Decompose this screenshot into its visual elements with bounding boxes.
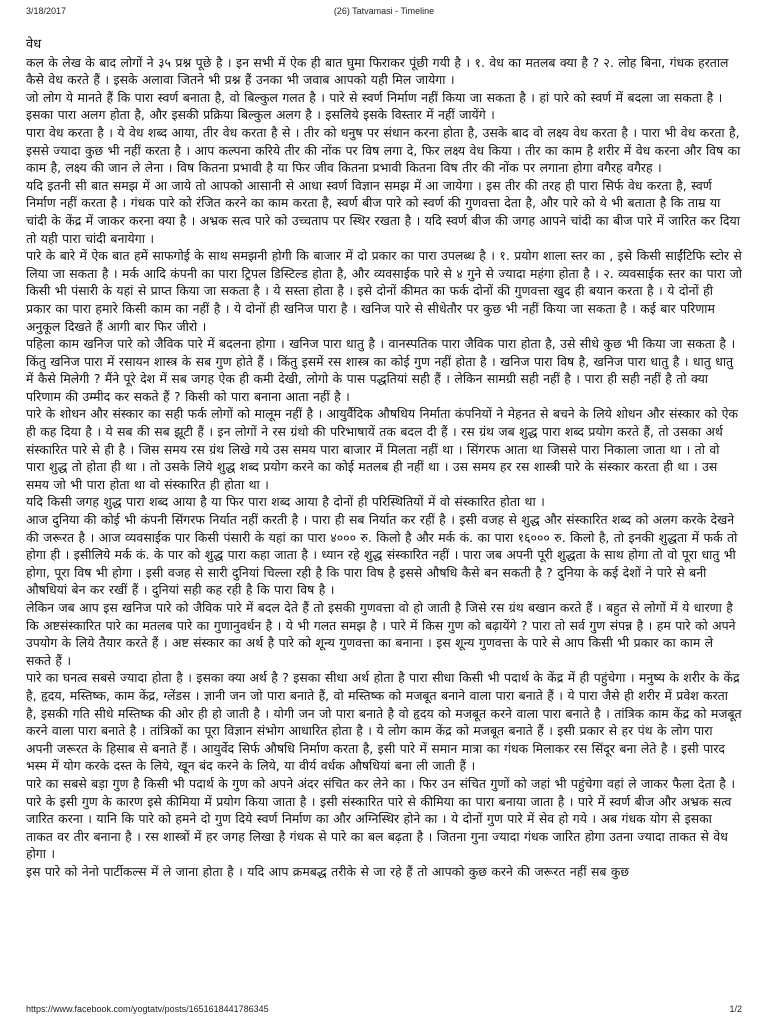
paragraph-6: पहिला काम खनिज पारे को जैविक पारे में बदलना होगा । खनिज पारा धातु है । वानस्पतिक पारा जैविक पारा होता है, उसे सीधे कुछ भी किया जा सकता है । किंतु खनिज पारा में रसायन शास्त्र के सब गुण होते हैं । किंतु इसमें रस शास्त्र का कोई गुण नहीं होता है । खनिज पारा विष है, खनिज पारा धातु है । धातु धातु में कैसे मिलेगी ? मैंने पूरे देश में सब जगह ऐक ही कमी देखी, लोगो के पास पद्धतियां सही हैं । लेकिन सामग्री सही नहीं है । पारा ही सही नहीं है तो क्या परिणाम की उम्मीद कर सकते हैं ? किसी को पारा बनाना आता नहीं है । (26, 336, 736, 404)
source-url[interactable]: https://www.facebook.com/yogtatv/posts/1651618441786345 (26, 1004, 269, 1014)
paragraph-10: लेकिन जब आप इस खनिज पारे को जैविक पारे में बदल देते हैं तो इसकी गुणवत्ता वो हो जाती है जिसे रस ग्रंथ बखान करते हैं । बहुत से लोगों में ये धारणा है कि अष्टसंस्कारित पारे का मतलब पारे का गुणानुवर्धन है । ये भी गलत समझ है । पारे में किस गुण को बढ़ायेंगे ? पारा तो सर्व गुण संपन्न है । हम पारे को अपने उपयोग के लिये तैयार करते हैं । अष्ट संस्कार का अर्थ है पारे को शून्य गुणवत्ता का बनाना । इस शून्य गुणवत्ता के पारे से आप किसी भी प्रकार का काम ले सकते हैं । (26, 600, 736, 668)
paragraph-8: यदि किसी जगह शुद्ध पारा शब्द आया है या फिर पारा शब्द आया है दोनों ही परिस्थितियों में वो संस्कारित होता था । (26, 494, 545, 510)
paragraph-4: यदि इतनी सी बात समझ में आ जाये तो आपको आसानी से आधा स्वर्ण विज्ञान समझ में आ जायेगा । इस तीर की तरह ही पारा सिर्फ वेध करता है, स्वर्ण निर्माण नहीं करता है । गंधक पारे को रंजित करने का काम करता है, स्वर्ण बीज पारे को स्वर्ण की गुणवत्ता देता है, और पारे को ये भी बताता है कि ताम्र या चांदी के केंद्र में जाकर करना क्या है । अभ्रक सत्व पारे को उच्चताप पर स्थिर रखता है । यदि स्वर्ण बीज की जगह आपने चांदी का बीज पारे में जारित कर दिया तो यही पारा चांदी बनायेगा । (26, 177, 740, 246)
print-date: 3/18/2017 (26, 6, 67, 16)
print-footer (26, 1004, 742, 1018)
paragraph-1: कल के लेख के बाद लोगों ने ३५ प्रश्न पूछे है । इन सभी में ऐक ही बात घुमा फिराकर पूंछी गयी है । १. वेध का मतलब क्या है ? २. लोह बिना, गंधक हरताल कैसे वेध करते हैं । इसके अलावा जितने भी प्रश्न हैं उनका भी जवाब आपको यही मिल जायेगा । (26, 54, 729, 88)
paragraph-12: पारे का सबसे बड़ा गुण है किसी भी पदार्थ के गुण को अपने अंदर संचित कर लेने का । फिर उन संचित गुणों को जहां भी पहुंचेगा वहां ले जाकर फैला देता है । पारे के इसी गुण के कारण इसे कीमिया में प्रयोग किया जाता है । इसी संस्कारित पारे से कीमिया का पारा बनाया जाता है । पारे में स्वर्ण बीज और अभ्रक सत्व जारित करना । यानि कि पारे को हमने दो गुण दिये स्वर्ण निर्माण का और अग्निस्थिर होने का । ये दोनों गुण पारे में सेव हो गये । अब गंधक योग से इसका ताकत वर तीर बनाना है । रस शास्त्रों में हर जगह लिखा है गंधक से पारे का बल बढ़ता है । जितना गुना ज्यादा गंधक जारित होगा उतना ज्यादा ताकत से वेध होगा । (26, 775, 736, 862)
paragraph-2: जो लोग ये मानते हैं कि पारा स्वर्ण बनाता है, वो बिल्कुल गलत है । पारे से स्वर्ण निर्माण नहीं किया जा सकता है । हां पारे को स्वर्ण में बदला जा सकता है । इसका पारा अलग होता है, और इसकी प्रक्रिया बिल्कुल अलग है । इसलिये इसके विस्तार में नहीं जायेंगे । (26, 89, 723, 123)
paragraph-9: आज दुनिया की कोई भी कंपनी सिंगरफ निर्यात नहीं करती है । पारा ही सब निर्यात कर रहीं है । इसी वजह से शुद्ध और संस्कारित शब्द को अलग करके देखने की जरूरत है । आज व्यवसाईक पार किसी पंसारी के यहां का पारा ४००० रु. किलो है और मर्क कं. का पारा १६००० रु. किलो है, तो इनकी शुद्धता में फर्क तो होगा ही । इसीलिये मर्क कं. के पार को शुद्ध पारा कहा जाता है । ध्यान रहे शुद्ध संस्कारित नहीं । पारा जब अपनी पूरी शुद्धता के साथ होगा तो वो पूरा धातु भी होगा, पूरा विष भी होगा । इसी वजह से सारी दुनियां चिल्ला रही है कि पारा विष है इससे औषधि कैसे बन सकती है ? दुनिया के कई देशों ने पारे से बनी औषधियां बेन कर रखीं हैं । दुनियां सही कह रही है कि पारा विष है । (26, 512, 738, 598)
article-body (26, 36, 742, 1006)
paragraph-13: इस पारे को नेनो पार्टीकल्स में ले जाना होता है । यदि आप क्रमबद्ध तरीके से जा रहे हैं तो आपको कुछ करने की जरूरत नहीं सब कुछ (26, 863, 630, 879)
paragraph-5: पारे के बारे में ऐक बात हमें साफगोई के साथ समझनी होगी कि बाजार में दो प्रकार का पारा उपलब्ध है । १. प्रयोग शाला स्तर का , इसे किसी साईंटिफि स्टोर से लिया जा सकता है । मर्क आदि कंपनी का पारा ट्रिपल डिस्टिल्ड होता है, और व्यवसाईक पारे से ४ गुने से ज्यादा महंगा होता है । २. व्यवसाईक स्तर का पारा जो किसी भी पंसारी के यहां से प्राप्त किया जा सकता है । ये सस्ता होता है । इसे दोनों कीमत का फर्क दोनों की गुणवत्ता खुद ही बयान करता है । ये दोनों ही प्रकार का पारा हमारे किसी काम का नहीं है । ये दोनों ही खनिज पारा है । खनिज पारे से सीधेतौर पर कुछ भी नहीं किया जा सकता है । कई बार परिणाम अनुकूल दिखते हैं आगी बार फिर जीरो । (26, 248, 742, 334)
print-header (26, 6, 742, 20)
article-heading: वेध (26, 37, 42, 52)
paragraph-7: पारे के शोधन और संस्कार का सही फर्क लोगों को मालूम नहीं है । आयुर्वैदिक औषधिय निर्माता कंपनियों ने मेहनत से बचने के लिये शोधन और संस्कार को ऐक ही कह दिया है । ये सब की सब झूटी हैं । इन लोगों ने रस ग्रंथो की परिभाषायें तक बदल दी हैं । रस ग्रंथ जब शुद्ध पारा शब्द प्रयोग करते हैं, तो उसका अर्थ संस्कारित पारे से ही है । जिस समय रस ग्रंथ लिखे गये उस समय पारा बाजार में मिलता नहीं था । सिंगरफ आता था जिससे पारा निकाला जाता था । तो वो पारा शुद्ध तो होता ही था । तो उसके लिये शुद्ध शब्द प्रयोग करने का कोई मतलब ही नहीं था । उस समय हर रस शास्त्री पारे के संस्कार करता ही था । उस समय जो भी पारा होता था वो संस्कारित ही होता था । (26, 406, 739, 492)
paragraph-11: पारे का घनत्व सबसे ज्यादा होता है । इसका क्या अर्थ है ? इसका सीधा अर्थ होता है पारा सीधा किसी भी पदार्थ के केंद्र में ही पहुंचेगा । मनुष्य के शरीर के केंद्र है, हृदय, मस्तिष्क, काम केंद्र, ग्लेंडस । ज्ञानी जन जो पारा बनाते हैं, वो मस्तिष्क को मजबूत बनाने वाला पारा बनाते हैं । ये पारा जैसे ही शरीर में प्रवेश करता है, इसकी गति सीधे मस्तिष्क की ओर ही हो जाती है । योगी जन जो पारा बनाते है वो हृदय को मजबूत करने वाला पारा बनाते है । तांत्रिक काम केंद्र को मजबूत करने वाला पारा बनाते है । तांत्रिकों का पूरा विज्ञान संभोग आधारित होता है । ये लोग काम केंद्र को मजबूत बनाते हैं । इसी प्रकार से हर पंथ के लोग पारा अपनी जरूरत के हिसाब से बनाते हैं । आयुर्वेद सिर्फ औषधि निर्माण करता है, इसी पारे में समान मात्रा का गंधक मिलाकर रस सिंदूर बना लेते है । इसी पारद भस्म में योग करके दस्त के लिये, खून बंद करने के लिये, या वीर्य वर्धक औषधियां बना ली जाती हैं । (26, 670, 742, 774)
paragraph-3: पारा वेध करता है । ये वेध शब्द आया, तीर वेध करता है से । तीर को धनुष पर संधान करना होता है, उसके बाद वो लक्ष्य वेध करता है । पारा भी वेध करता है, इससे ज्यादा कुछ भी नहीं करता है । आप कल्पना करिये तीर की नोंक पर विष लगा दे, फिर लक्ष्य वेध किया । तीर का काम है शरीर में वेध करना और विष का काम है, लक्ष्य की जान ले लेना । विष कितना प्रभावी है या फिर जीव कितना प्रभावी कितना विष तीर की नोंक पर लगाना होगा वगैरह वगैरह । (26, 124, 741, 176)
page-number: 1/2 (729, 1004, 742, 1014)
page-title: (26) Tatvamasi - Timeline (333, 6, 435, 16)
